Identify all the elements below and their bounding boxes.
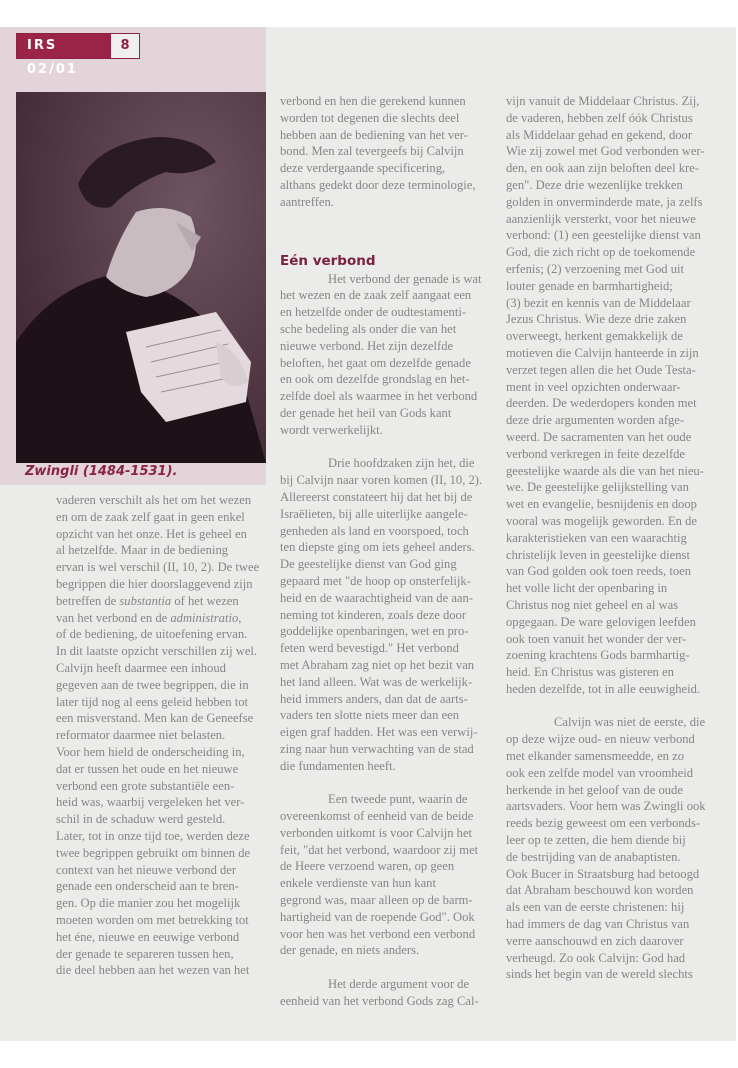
text-line: het volle licht der openbaring in	[506, 581, 668, 596]
text-line: Het verbond der genade is wat	[328, 271, 482, 286]
text-line: Later, tot in onze tijd toe, werden deze	[56, 828, 250, 843]
paragraph-gap	[280, 959, 480, 976]
text-line: hebben aan de bediening van het ver-	[280, 127, 468, 142]
text-line: verbond verkregen in feite dezelfde	[506, 446, 686, 461]
text-segment: of het wezen	[171, 593, 239, 608]
text-line: nieuwe verbond. Het zijn dezelfde	[280, 338, 454, 353]
text-line: opzicht van het onze. Het is geheel en	[56, 526, 247, 541]
text-line: christelijk leven in geestelijke dienst	[506, 547, 690, 562]
text-line: Christus nog niet geheel en al was	[506, 597, 679, 612]
text-line: verheugd. Zo ook Calvijn: God had	[506, 950, 686, 965]
paragraph	[280, 271, 480, 439]
text-line: De geestelijke dienst van God ging	[280, 557, 457, 572]
text-line: verbond en hen die gerekend kunnen	[280, 94, 466, 108]
text-line: of de bediening, de uitoefening ervan.	[56, 627, 248, 642]
text-line: als een van de eerste christenen: hij	[506, 900, 685, 915]
text-line: deze verdergaande specificering,	[280, 161, 446, 176]
text-line: als Middelaar gehad en gekend, door	[506, 127, 693, 142]
text-line: overweegt, herkent gemakkelijk de	[506, 329, 683, 344]
text-column-2	[280, 93, 483, 1010]
text-line: zing naar hun verwachting van de stad	[280, 741, 474, 756]
text-line: vaders ten slotte niets meer dan een	[280, 708, 460, 723]
text-line: context van het nieuwe verbond der	[56, 862, 237, 877]
text-line: het wezen en de zaak zelf aangaat een	[280, 288, 472, 303]
text-line: ment in veel opzichten onderwaar-	[506, 379, 681, 394]
paragraph-gap	[280, 439, 480, 456]
zwingli-portrait-illustration	[16, 92, 266, 463]
issue-badge	[16, 33, 140, 77]
text-line: louter genade en barmhartigheid;	[506, 278, 673, 293]
text-line: een misverstand. Men kan de Geneefse	[56, 711, 254, 726]
text-line: heid. En Christus was gisteren en	[506, 665, 674, 680]
paragraph	[280, 455, 483, 774]
text-line: goddelijke openbaringen, wet en pro-	[280, 624, 469, 639]
text-line: sinds het begin van de wereld slechts	[506, 967, 693, 982]
paragraph	[506, 714, 706, 983]
text-line: had immers de dag van Christus van	[506, 917, 690, 932]
text-line: genheden als land en voorspoed, toch	[280, 523, 469, 538]
text-line: eenheid van het verbond Gods zag Cal-	[280, 993, 479, 1008]
text-line: bond. Men zal tevergeefs bij Calvijn	[280, 144, 464, 159]
text-line: karakteristieken van een waarachtig	[506, 530, 687, 545]
text-line: deerden. De wederdopers konden met	[506, 396, 697, 411]
text-segment: betreffen de	[56, 593, 120, 608]
text-line: heid en de waarachtigheid van de aan-	[280, 590, 474, 605]
text-line: neming tot kinderen, zoals deze door	[280, 607, 467, 622]
paragraph-gap	[280, 774, 480, 791]
text-line: en ook om dezelfde grondslag en het-	[280, 372, 470, 387]
text-line: God, die zich richt op de toekomende	[506, 245, 696, 260]
text-line: met elkander samensmeedde, en zo	[506, 749, 684, 764]
text-line: vaderen verschilt als het om het wezen	[56, 493, 252, 507]
text-line: Ook Bucer in Straatsburg had betoogd	[506, 866, 700, 881]
text-line: met Abraham zag niet op het bezit van	[280, 657, 475, 672]
figure-caption: Zwingli (1484-1531).	[25, 464, 178, 479]
text-line: gegeven aan de twee begrippen, die in	[56, 677, 249, 692]
text-line: op deze wijze oud- en nieuw verbond	[506, 732, 695, 747]
text-line: der genade te separeren tussen hen,	[56, 946, 234, 961]
paragraph	[280, 791, 480, 959]
text-line: die deel hebben aan het wezen van het	[56, 963, 250, 978]
text-line: heid was, waarbij vergeleken het ver-	[56, 795, 245, 810]
text-line: de Heere verzoend waren, op geen	[280, 859, 455, 874]
text-line: voor hen was het verbond een verbond	[280, 926, 476, 941]
text-line: Wie zij zowel met God verbonden wer-	[506, 144, 705, 159]
text-line: verbond een grote substantiële een-	[56, 778, 235, 793]
text-line	[56, 593, 256, 610]
text-line: vooral was mogelijk geworden. En de	[506, 513, 697, 528]
text-line: zelfde doel als waarmee in het verbond	[280, 389, 478, 404]
text-line: gen. Op die manier zou het mogelijk	[56, 896, 241, 911]
text-line: genade een onderscheid aan te bren-	[56, 879, 239, 894]
text-line: van God golden ook toen reeds, toen	[506, 564, 692, 579]
text-column-3	[506, 93, 706, 983]
italic-term: administratio	[170, 610, 239, 625]
text-line: gepaard met "de hoop op onsterfelijk-	[280, 573, 471, 588]
text-segment: ,	[238, 610, 242, 625]
text-line: hartigheid van de roepende God". Ook	[280, 909, 475, 924]
text-line: begrippen die hier doorslaggevend zijn	[56, 576, 253, 591]
text-line: beloften, het gaat om dezelfde genade	[280, 355, 471, 370]
text-line: en om de zaak zelf gaat in geen enkel	[56, 509, 245, 524]
text-line: erfenis; (2) verzoening met God uit	[506, 261, 685, 276]
text-line: weerd. De sacramenten van het oude	[506, 429, 692, 444]
text-line: sche bedeling als onder die van het	[280, 321, 457, 336]
text-line: het land alleen. Wat was de werkelijk-	[280, 674, 473, 689]
text-line: dat Abraham beschouwd kon worden	[506, 883, 694, 898]
text-line: geestelijke waarde als die van het nieu-	[506, 463, 704, 478]
text-line: reeds bezig geweest om een verbonds-	[506, 816, 701, 831]
text-line: aanzienlijk versterkt, voor het nieuwe	[506, 211, 696, 226]
text-line: Allereerst constateert hij dat het bij de	[280, 489, 473, 504]
text-line: de bestrijding van de anabaptisten.	[506, 849, 681, 864]
text-line: Israëlieten, bij alle uiterlijke aangele-	[280, 506, 468, 521]
text-line: gen". Deze drie wezenlijke trekken	[506, 177, 683, 192]
text-line: en hetzelfde onder de oudtestamenti-	[280, 305, 467, 320]
text-line: wet en evangelie, besnijdenis en doop	[506, 497, 697, 512]
text-line: Het derde argument voor de	[328, 977, 470, 992]
paragraph	[506, 93, 706, 698]
text-line: Een tweede punt, waarin de	[328, 792, 468, 807]
text-line: worden tot degenen die slechts deel	[280, 110, 460, 125]
text-line: heden dezelfde, tot in alle eeuwigheid.	[506, 681, 701, 696]
page-number: 8	[111, 34, 139, 58]
text-line: opgegaan. De ware gelovigen leefden	[506, 614, 696, 629]
text-line: dat er tussen het oude en het nieuwe	[56, 761, 239, 776]
text-line: feten werd bevestigd." Het verbond	[280, 641, 459, 656]
text-line: verbonden uitkomt is voor Calvijn het	[280, 825, 473, 840]
text-line: althans gedekt door deze terminologie,	[280, 177, 476, 192]
text-line: leer op te zetten, die hem diende bij	[506, 833, 686, 848]
text-line: golden in onverminderde mate, ja zelfs	[506, 194, 703, 209]
text-line: wordt verwerkelijkt.	[280, 422, 383, 437]
text-line: der genade het heil van Gods kant	[280, 405, 452, 420]
text-line	[56, 610, 256, 627]
text-line: ten diepste ging om iets geheel anders.	[280, 540, 475, 555]
paragraph	[56, 492, 260, 979]
text-line: In dit laatste opzicht verschillen zij wel.	[56, 644, 258, 659]
text-line: den, en ook aan zijn beloften deel kre-	[506, 161, 700, 176]
text-line: der genade, en niets anders.	[280, 943, 420, 958]
text-line: ook een zelfde model van vroomheid	[506, 765, 694, 780]
issue-label: IRS 02/01	[17, 34, 111, 58]
text-line: gegrond was, maar alleen op de barm-	[280, 893, 473, 908]
text-line: deze drie argumenten worden afge-	[506, 413, 685, 428]
text-line: overeenkomst of eenheid van de beide	[280, 809, 474, 824]
text-line: eigen graf hadden. Het was een verwij-	[280, 725, 478, 740]
text-line: ook toen vanuit het wonder der ver-	[506, 631, 687, 646]
text-line: feit, "dat het verbond, waardoor zij met	[280, 842, 479, 857]
text-column-1	[56, 492, 260, 979]
paragraph-gap	[506, 698, 706, 715]
text-line: aantreffen.	[280, 194, 334, 209]
text-line: aartsvaders. Voor hem was Zwingli ook	[506, 799, 706, 814]
text-line: (3) bezit en kennis van de Middelaar	[506, 295, 691, 310]
text-line: ervan is wel verschil (II, 10, 2). De twee	[56, 560, 260, 575]
text-line: zoening krachtens Gods barmhartig-	[506, 648, 690, 663]
text-line: we. De geestelijke gelijkstelling van	[506, 480, 689, 495]
text-line: enkele verdienste van hun kant	[280, 876, 436, 891]
text-line: al hetzelfde. Maar in de bediening	[56, 543, 229, 558]
text-line: vijn vanuit de Middelaar Christus. Zij,	[506, 94, 700, 108]
text-line: herkende in het geloof van de oude	[506, 782, 683, 797]
text-line: schil in de schaduw werd gesteld.	[56, 812, 226, 827]
text-line: de vaderen, hebben zelf óók Christus	[506, 110, 693, 125]
text-line: bij Calvijn naar voren komen (II, 10, 2).	[280, 473, 483, 488]
text-line: verbond: (1) een geestelijke dienst van	[506, 228, 701, 243]
paragraph	[280, 976, 480, 1010]
text-line: het éne, nieuwe en eeuwige verbond	[56, 929, 240, 944]
text-line: motieven die Calvijn hanteerde in zijn	[506, 345, 699, 360]
text-segment: van het verbond en de	[56, 610, 171, 625]
paragraph	[280, 93, 480, 211]
text-line: twee begrippen gebruikt om binnen de	[56, 845, 251, 860]
text-line: Voor hem hield de onderscheiding in,	[56, 744, 245, 759]
text-line: heid immers anders, dan dat de aarts-	[280, 691, 468, 706]
text-line: verzet tegen allen die het Oude Testa-	[506, 362, 696, 377]
text-line: Jezus Christus. Wie deze drie zaken	[506, 312, 687, 327]
italic-term: substantia	[119, 593, 172, 608]
text-line: moeten worden om met betrekking tot	[56, 912, 249, 927]
section-heading: Eén verbond	[280, 252, 376, 269]
text-line: reformator daarmee niet belasten.	[56, 728, 226, 743]
text-line: Drie hoofdzaken zijn het, die	[328, 456, 475, 471]
text-line: die fundamenten heeft.	[280, 758, 396, 773]
text-line: verre aanschouwd en zich daarover	[506, 933, 684, 948]
text-line: later tijd nog al eens geleid hebben tot	[56, 694, 248, 709]
text-line: Calvijn was niet de eerste, die	[554, 715, 706, 730]
text-line: Calvijn heeft daarmee een inhoud	[56, 660, 226, 675]
portrait-image	[16, 92, 266, 463]
